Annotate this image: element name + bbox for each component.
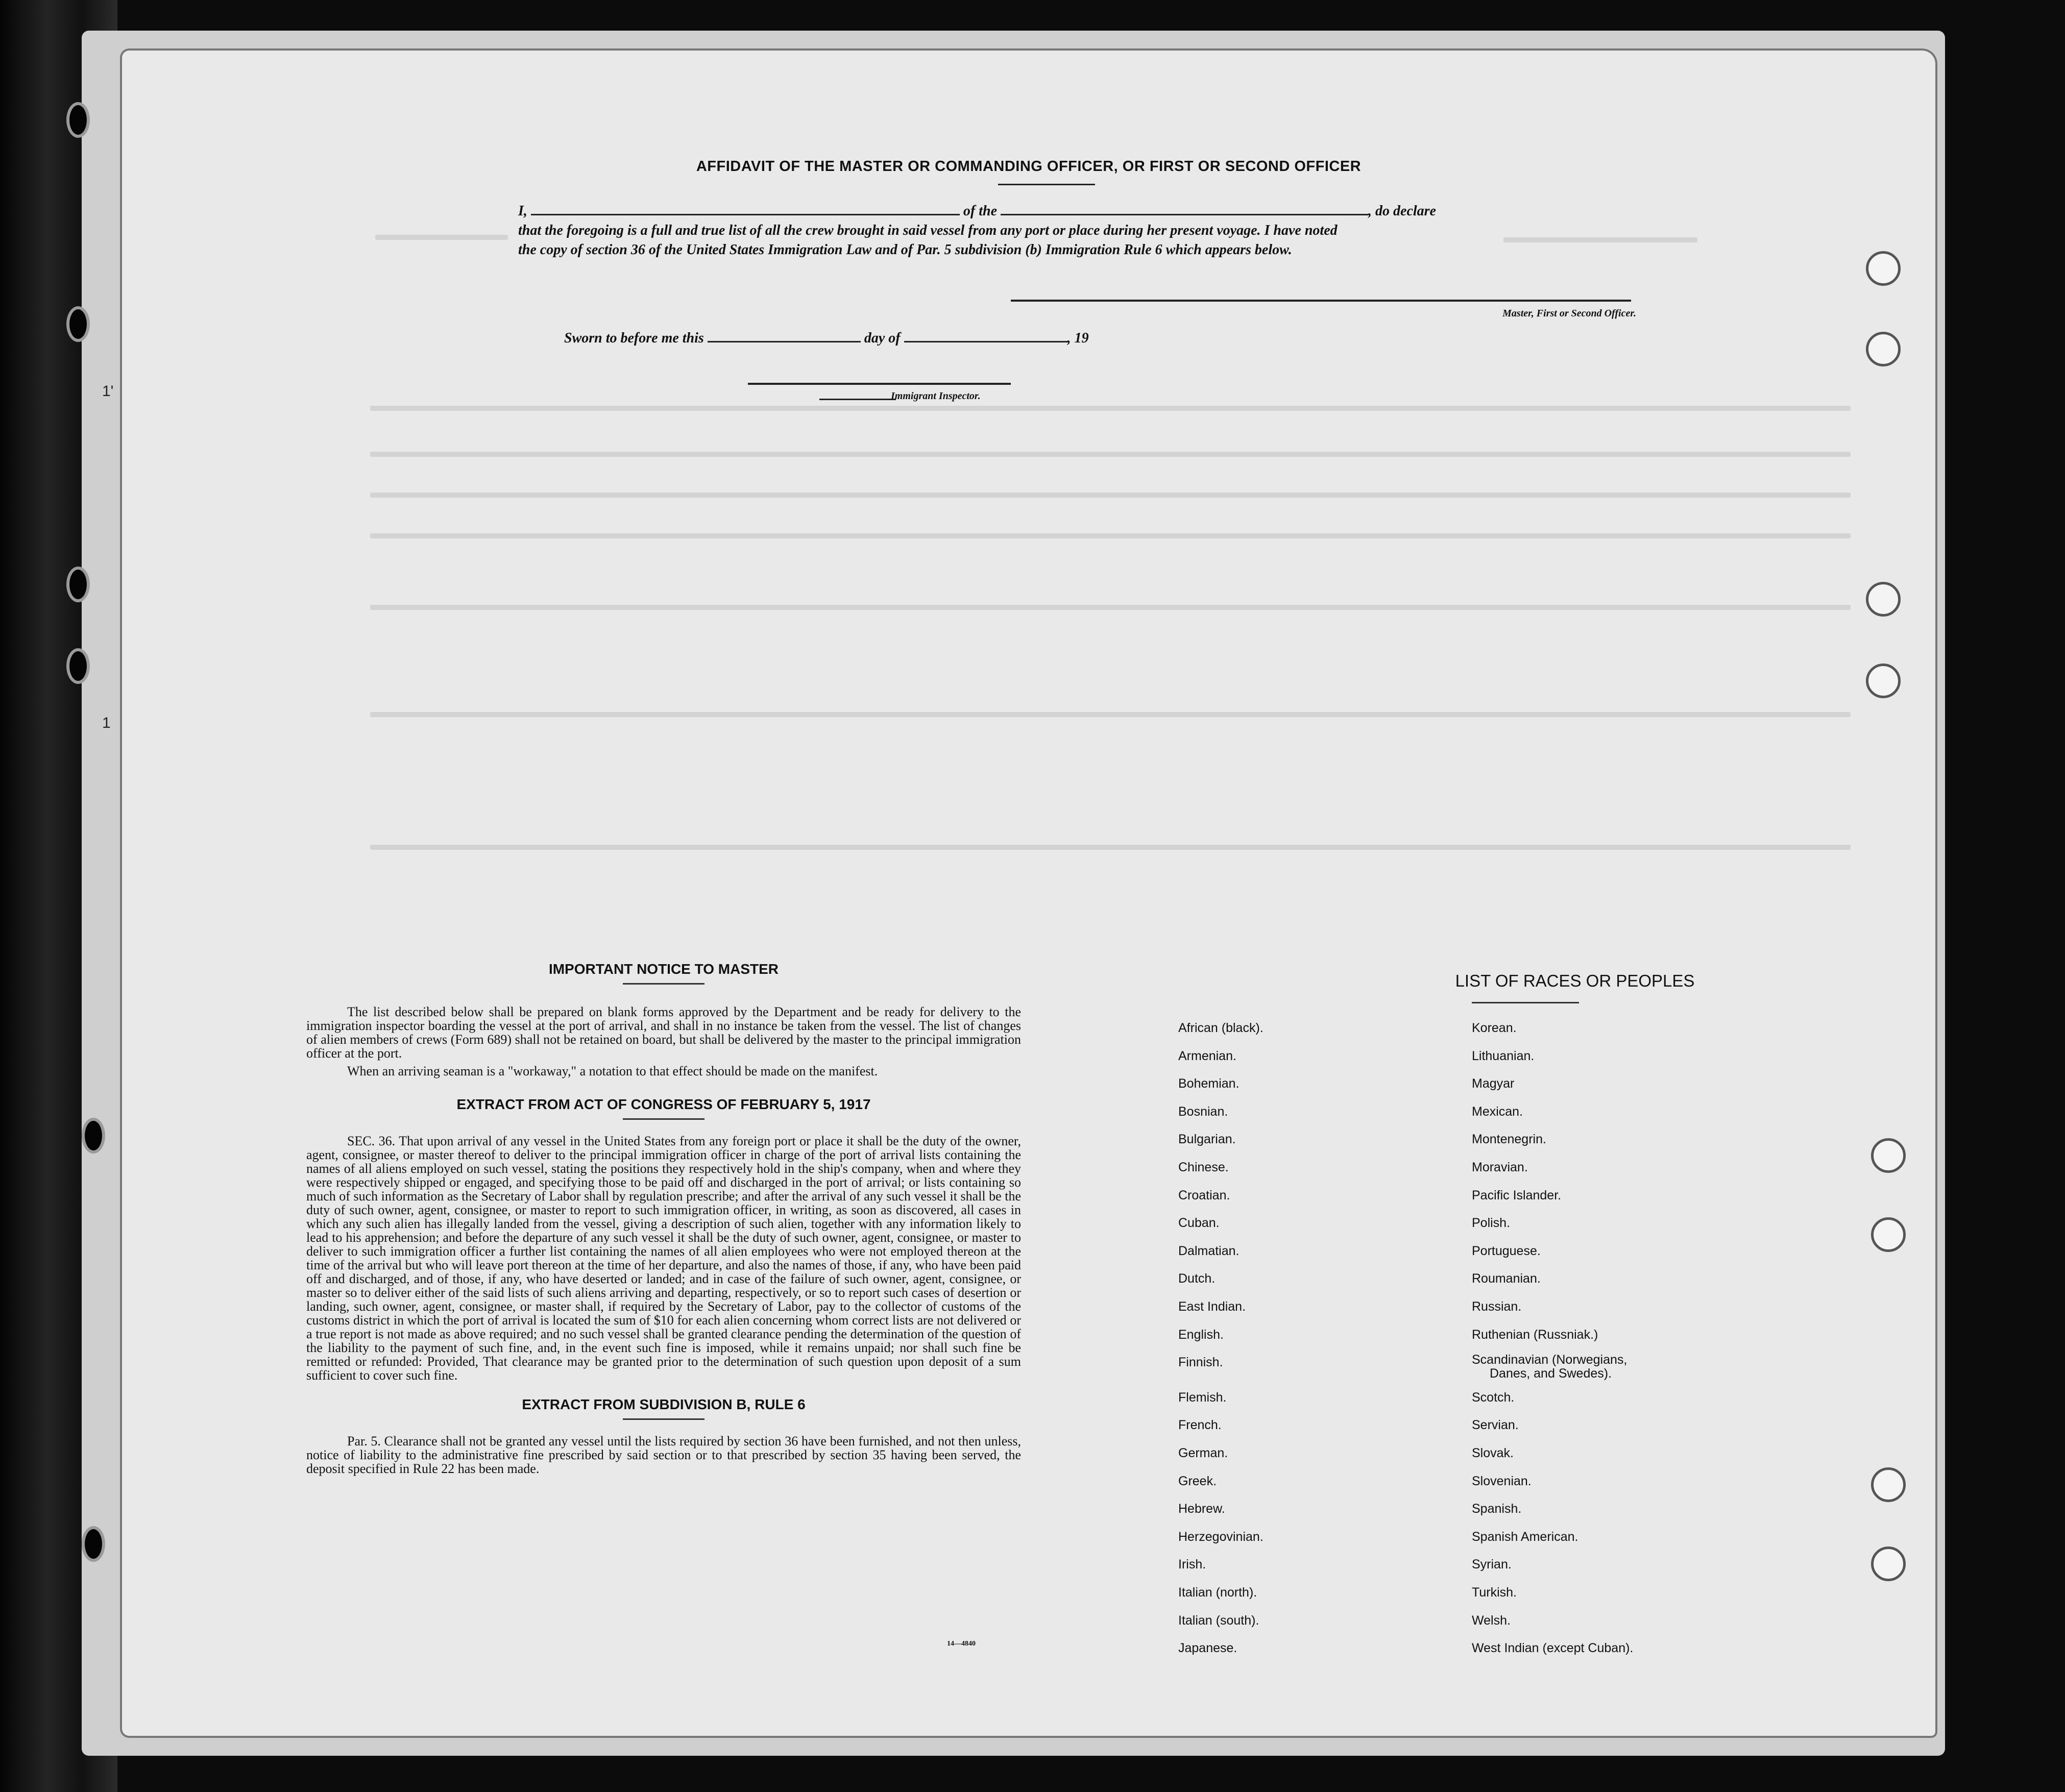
inspector-caption: Immigrant Inspector. xyxy=(891,390,981,402)
race-item: Flemish. xyxy=(1178,1390,1227,1405)
sworn-line xyxy=(564,330,1089,347)
race-item: Danes, and Swedes). xyxy=(1490,1366,1612,1381)
race-item: Slovak. xyxy=(1472,1446,1514,1460)
paragraph-5-text: Par. 5. Clearance shall not be granted any vessel until the lists required by section 36 have been furnished, and not then unless, notice of liability to the administrative fine prescribed by said section or to that prescribed by section 35 having been served, the deposit specified in Rule 22 has been made. xyxy=(306,1434,1021,1476)
punch-hole xyxy=(1866,332,1901,366)
race-item: Spanish American. xyxy=(1472,1529,1578,1544)
race-item: Chinese. xyxy=(1178,1160,1229,1174)
race-item: Italian (north). xyxy=(1178,1585,1257,1600)
race-item: Scotch. xyxy=(1472,1390,1515,1405)
notice-paragraph-2: When an arriving seaman is a "workaway," a notation to that effect should be made on the manifest. xyxy=(347,1064,878,1078)
notice-divider xyxy=(623,983,704,985)
notice-paragraph-1: The list described below shall be prepared on blank forms approved by the Department and be ready for delivery to the immigration inspector boarding the vessel at the port of arrival, and shall in no instance be taken from the vessel. The list of changes of alien members of crews (Form 689) shall not be retained on board, but shall be delivered by the master to the principal immigration officer at the port. xyxy=(306,1004,1021,1061)
race-item: Finnish. xyxy=(1178,1355,1223,1370)
sworn-year: , 19 xyxy=(1067,330,1089,346)
race-item: Portuguese. xyxy=(1472,1243,1541,1258)
declaration-i: I, xyxy=(518,203,527,219)
race-item: Korean. xyxy=(1472,1021,1517,1035)
sworn-day-of: day of xyxy=(864,330,901,346)
title-divider xyxy=(998,184,1095,185)
sworn-day-blank[interactable] xyxy=(708,341,861,342)
race-item: Scandinavian (Norwegians, xyxy=(1472,1353,1627,1367)
binder-hole xyxy=(66,306,90,342)
race-item: Armenian. xyxy=(1178,1048,1236,1063)
race-item: Irish. xyxy=(1178,1557,1206,1572)
race-item: Bosnian. xyxy=(1178,1104,1228,1119)
race-item: Bohemian. xyxy=(1178,1076,1240,1091)
bleed-through-mark xyxy=(370,605,1851,610)
race-item: Italian (south). xyxy=(1178,1613,1259,1628)
race-item: Hebrew. xyxy=(1178,1502,1225,1516)
race-item: Turkish. xyxy=(1472,1585,1517,1600)
race-item: Herzegovinian. xyxy=(1178,1529,1264,1544)
declaration-do-declare: , do declare xyxy=(1368,203,1436,219)
punch-hole xyxy=(1866,664,1901,698)
binder-hole xyxy=(82,1118,105,1153)
inspector-line-1[interactable] xyxy=(748,383,1011,385)
race-item: Welsh. xyxy=(1472,1613,1511,1628)
race-item: West Indian (except Cuban). xyxy=(1472,1641,1634,1656)
race-item: Ruthenian (Russniak.) xyxy=(1472,1327,1598,1342)
notice-column xyxy=(306,962,1021,1476)
extract-act-divider xyxy=(623,1118,704,1120)
margin-number: 1' xyxy=(102,383,114,400)
race-item: Croatian. xyxy=(1178,1188,1230,1202)
name-blank[interactable] xyxy=(531,214,960,215)
race-item: Pacific Islander. xyxy=(1472,1188,1562,1202)
signature-line[interactable] xyxy=(1011,300,1631,302)
binder-hole xyxy=(66,567,90,602)
race-item: Spanish. xyxy=(1472,1502,1522,1516)
affidavit-declaration xyxy=(518,202,1626,260)
race-item: Greek. xyxy=(1178,1474,1217,1488)
race-item: Bulgarian. xyxy=(1178,1132,1236,1147)
declaration-of-the: of the xyxy=(963,203,998,219)
race-item: Polish. xyxy=(1472,1216,1511,1231)
binder-hole xyxy=(66,648,90,684)
race-item: Lithuanian. xyxy=(1472,1048,1535,1063)
race-item: Syrian. xyxy=(1472,1557,1512,1572)
margin-number: 1 xyxy=(102,715,111,731)
race-item: Moravian. xyxy=(1472,1160,1528,1174)
bleed-through-mark xyxy=(370,845,1851,850)
race-item: German. xyxy=(1178,1446,1228,1460)
punch-hole xyxy=(1871,1546,1906,1581)
sworn-text: Sworn to before me this xyxy=(564,330,704,346)
race-item: Russian. xyxy=(1472,1299,1522,1314)
extract-rule-title: EXTRACT FROM SUBDIVISION B, RULE 6 xyxy=(522,1396,806,1412)
section-36-text: SEC. 36. That upon arrival of any vessel in the United States from any foreign port or place it shall be the duty of the owner, agent, consignee, or master thereof to deliver to the principal immigration officer in charge of the port of arrival lists containing the names of all aliens employed on such vessel, stating the positions they respectively hold in the ship's company, when and where they were respectively shipped or engaged, and specifying those to be paid off and discharged in the port of arrival; or lists containing so much of such information as the Secretary of Labor shall by regulation prescribe; and after the arrival of any such vessel it shall be the duty of such owner, agent, consignee, or master to report to such immigration officer, in writing, as soon as discovered, all cases in which any such alien has illegally landed from the vessel, giving a description of such alien, together with any information likely to lead to his apprehension; and before the departure of any such vessel it shall be the duty of such owner, agent, consignee, or master to deliver to such immigration officer a further list containing the names of all alien employees who were not employed thereon at the time of the arrival but who will leave port thereon at the time of her departure, and also the names of those, if any, who have been paid off and discharged, and of those, if any, who have deserted or landed; and in case of the failure of such owner, agent, consignee, or master so to deliver either of the said lists of such aliens arriving and departing, respectively, or so to report such cases of desertion or landing, such owner, agent, consignee, or master shall, if required by the Secretary of Labor, pay to the collector of customs of the customs district in which the port of arrival is located the sum of $10 for each alien concerning whom correct lists are not delivered or a true report is not made as above required; and no such vessel shall be granted clearance pending the determination of the question of the liability to the payment of such fine, and, in the event such fine is imposed, while it remains unpaid; nor shall such fine be remitted or refunded: Provided, That clearance may be granted prior to the determination of such question upon deposit of a sum sufficient to cover such fine. xyxy=(306,1134,1021,1383)
punch-hole xyxy=(1866,251,1901,286)
bleed-through-mark xyxy=(370,493,1851,498)
races-divider xyxy=(1472,1002,1579,1003)
race-item: Slovenian. xyxy=(1472,1474,1532,1488)
race-item: Mexican. xyxy=(1472,1104,1523,1119)
vessel-blank[interactable] xyxy=(1001,214,1368,215)
bleed-through-mark xyxy=(370,452,1851,457)
notice-title: IMPORTANT NOTICE TO MASTER xyxy=(548,961,779,977)
race-item: Dutch. xyxy=(1178,1271,1216,1286)
form-number: 14—4840 xyxy=(947,1640,976,1648)
race-item: Roumanian. xyxy=(1472,1271,1541,1286)
bleed-through-mark xyxy=(370,533,1851,538)
punch-hole xyxy=(1871,1467,1906,1502)
binder-hole xyxy=(82,1526,105,1562)
race-item: Magyar xyxy=(1472,1076,1515,1091)
extract-rule-divider xyxy=(623,1418,704,1420)
extract-act-title: EXTRACT FROM ACT OF CONGRESS OF FEBRUARY 5, 1917 xyxy=(456,1096,871,1112)
sworn-month-blank[interactable] xyxy=(904,341,1067,342)
race-item: English. xyxy=(1178,1327,1224,1342)
punch-hole xyxy=(1871,1217,1906,1252)
bleed-through-mark xyxy=(375,235,508,240)
bleed-through-mark xyxy=(370,406,1851,411)
race-item: Japanese. xyxy=(1178,1641,1237,1656)
race-item: African (black). xyxy=(1178,1021,1264,1035)
manifest-page xyxy=(102,48,1937,1738)
race-item: East Indian. xyxy=(1178,1299,1246,1314)
bleed-through-mark xyxy=(370,712,1851,717)
punch-hole xyxy=(1866,582,1901,617)
race-item: Dalmatian. xyxy=(1178,1243,1240,1258)
race-item: Servian. xyxy=(1472,1418,1519,1433)
races-title: LIST OF RACES OR PEOPLES xyxy=(1455,971,1695,990)
affidavit-title: AFFIDAVIT OF THE MASTER OR COMMANDING OFFICER, OR FIRST OR SECOND OFFICER xyxy=(696,158,1362,175)
race-item: Montenegrin. xyxy=(1472,1132,1546,1147)
race-item: Cuban. xyxy=(1178,1216,1220,1231)
declaration-line-3: the copy of section 36 of the United States Immigration Law and of Par. 5 subdivision (b) Immigration Rule 6 which appears below. xyxy=(518,242,1292,258)
signature-caption: Master, First or Second Officer. xyxy=(1502,308,1636,319)
binder-hole xyxy=(66,102,90,138)
declaration-line-2: that the foregoing is a full and true list of all the crew brought in said vessel from any port or place during her present voyage. I have noted xyxy=(518,223,1338,238)
race-item: French. xyxy=(1178,1418,1222,1433)
punch-hole xyxy=(1871,1138,1906,1173)
inspector-line-2[interactable] xyxy=(819,399,896,400)
